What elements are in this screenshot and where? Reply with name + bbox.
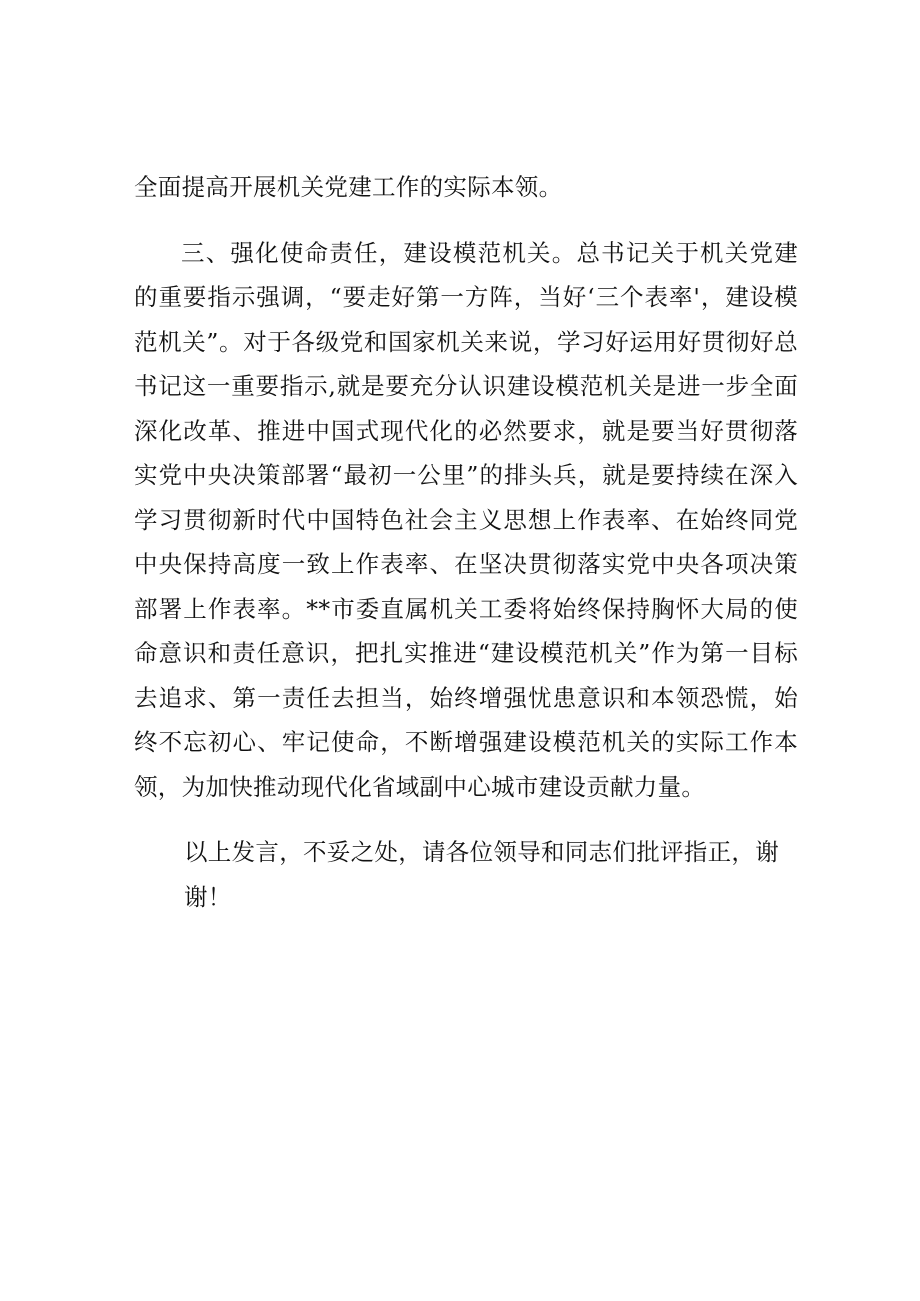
paragraph-closing-remarks: 以上发言，不妥之处，请各位领导和同志们批评指正，谢谢！	[184, 838, 779, 911]
paragraph-section-three: 三、强化使命责任，建设模范机关。总书记关于机关党建的重要指示强调，“要走好第一方阵，当好‘三个表率'，建设模范机关”。对于各级党和国家机关来说，学习好运用好贯彻好总书记这一重要指示,就是要充分认识建设模范机关是进一步全面深化改革、推进中国式现代化的必然要求，就是要当好贯彻落实党中央决策部署“最初一公里”的排头兵，就是要持续在深入学习贯彻新时代中国特色社会主义思想上作表率、在始终同党中央保持高度一致上作表率、在坚决贯彻落实党中央各项决策部署上作表率。**市委直属机关工委将始终保持胸怀大局的使命意识和责任意识，把扎实推进“建设模范机关”作为第一目标去追求、第一责任去担当，始终增强忧患意识和本领恐慌，始终不忘初心、牢记使命，不断增强建设模范机关的实际工作本领，为加快推动现代化省域副中心城市建设贡献力量。	[134, 238, 798, 801]
paragraph-continuation: 全面提高开展机关党建工作的实际本领。	[134, 173, 563, 201]
paragraph-gap	[134, 210, 798, 231]
paragraph-gap	[134, 809, 798, 830]
document-body	[134, 165, 798, 919]
